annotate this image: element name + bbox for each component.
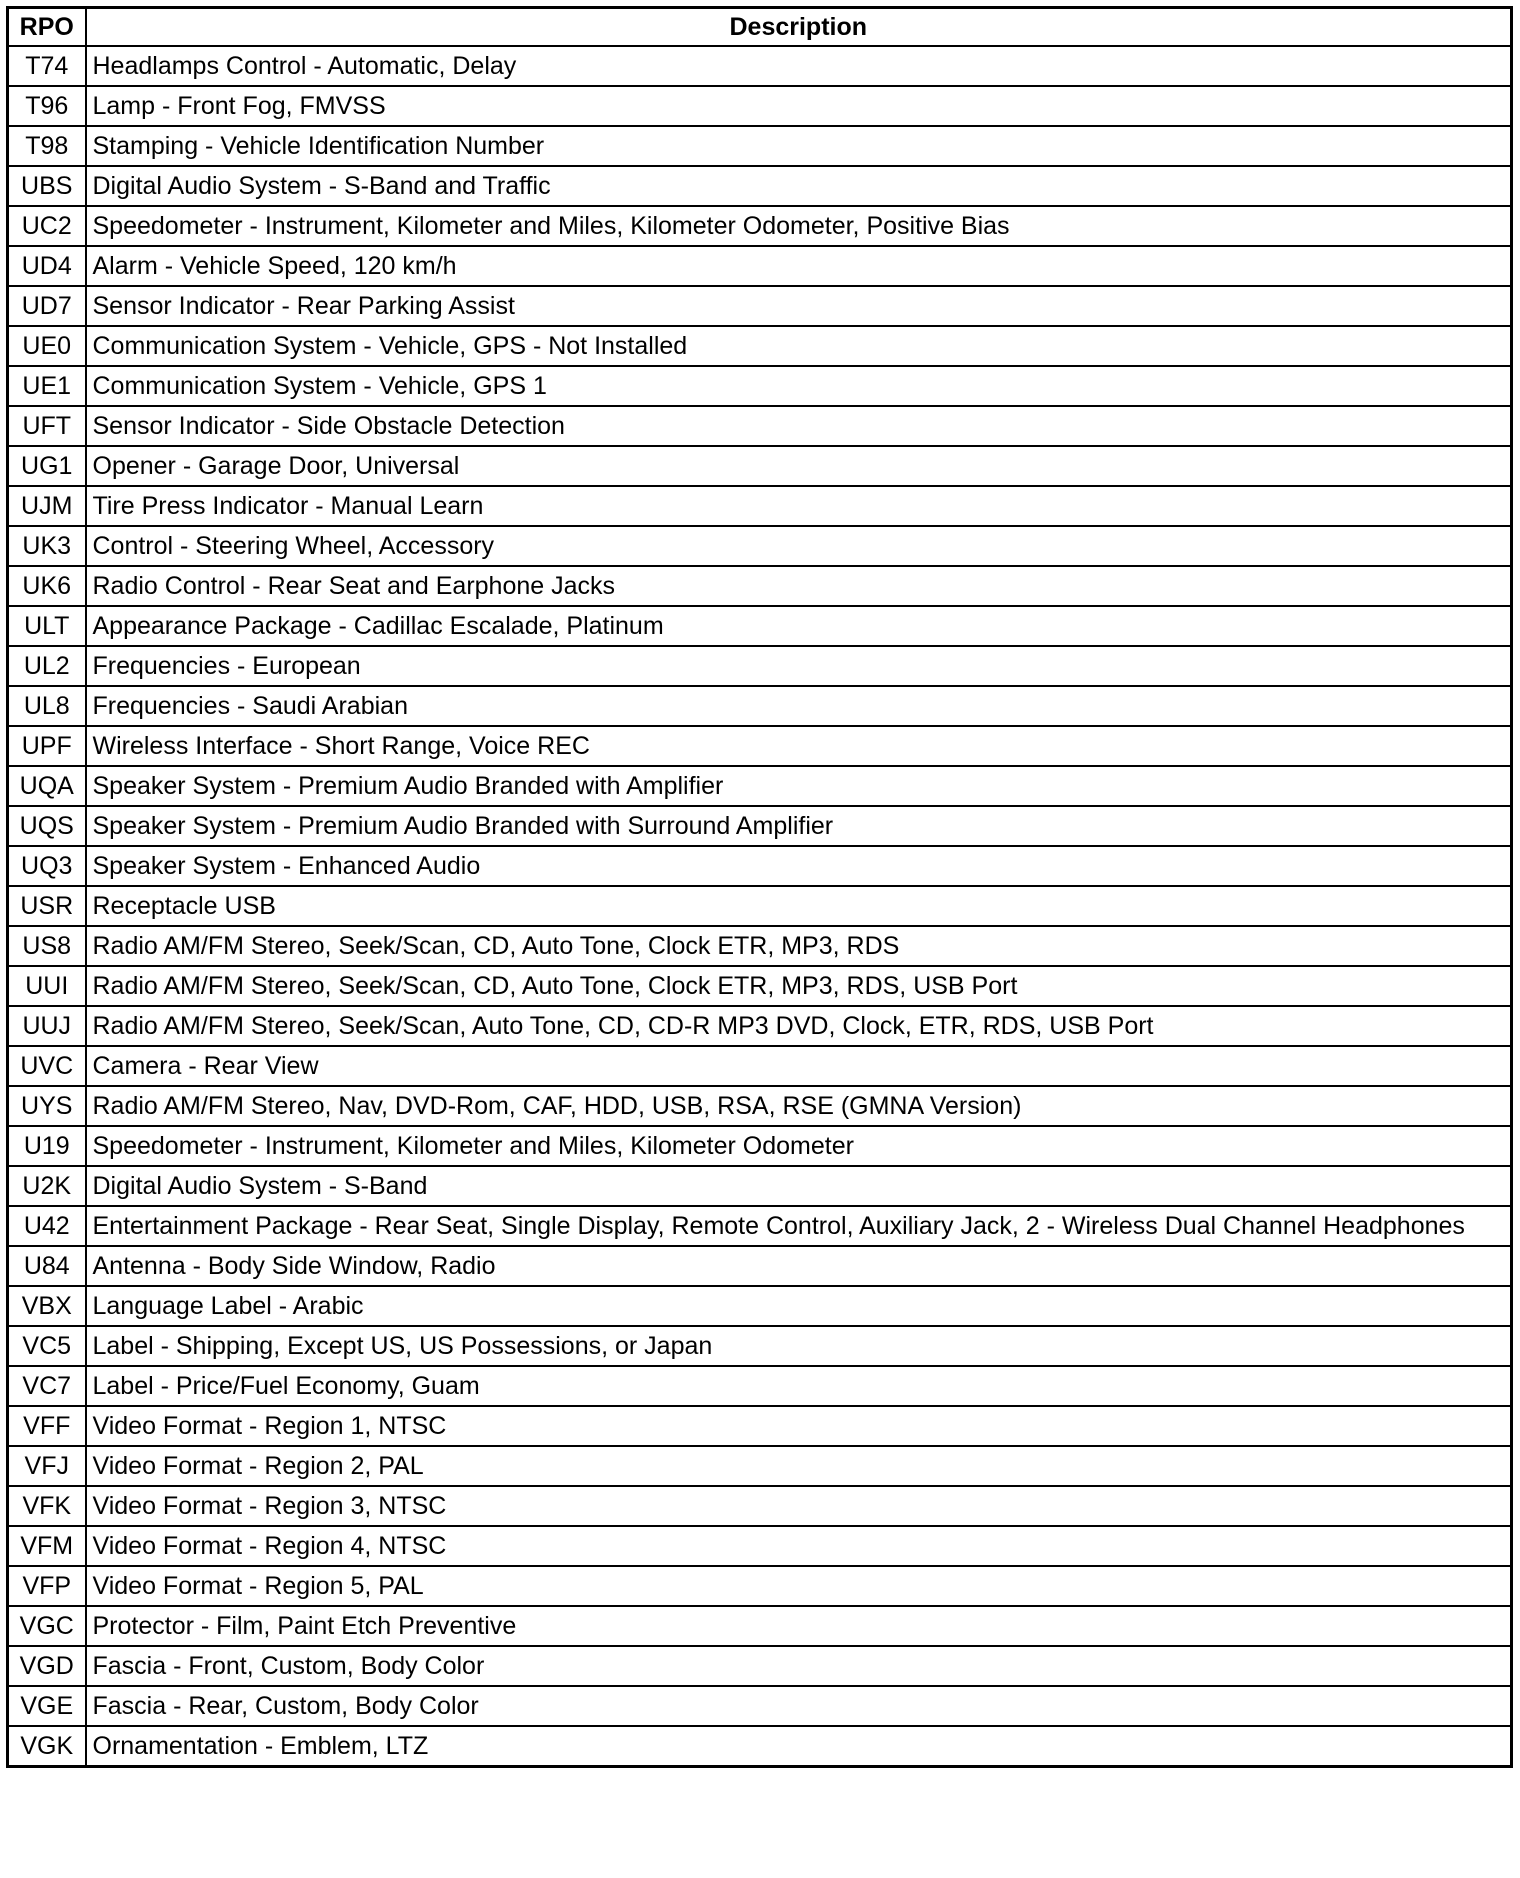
description-cell: Video Format - Region 3, NTSC xyxy=(86,1486,1512,1526)
description-cell: Headlamps Control - Automatic, Delay xyxy=(86,46,1512,86)
rpo-code-cell: U42 xyxy=(8,1206,86,1246)
table-row xyxy=(8,286,1512,326)
rpo-code-cell: UFT xyxy=(8,406,86,446)
description-cell: Radio AM/FM Stereo, Nav, DVD-Rom, CAF, HDD, USB, RSA, RSE (GMNA Version) xyxy=(86,1086,1512,1126)
table-row xyxy=(8,1206,1512,1246)
description-cell: Control - Steering Wheel, Accessory xyxy=(86,526,1512,566)
description-cell: Frequencies - Saudi Arabian xyxy=(86,686,1512,726)
description-cell: Appearance Package - Cadillac Escalade, Platinum xyxy=(86,606,1512,646)
rpo-code-cell: UQ3 xyxy=(8,846,86,886)
description-cell: Label - Shipping, Except US, US Possessions, or Japan xyxy=(86,1326,1512,1366)
table-row xyxy=(8,206,1512,246)
rpo-code-cell: VFM xyxy=(8,1526,86,1566)
rpo-code-cell: U84 xyxy=(8,1246,86,1286)
table-row xyxy=(8,1726,1512,1767)
table-row xyxy=(8,766,1512,806)
description-cell: Wireless Interface - Short Range, Voice REC xyxy=(86,726,1512,766)
rpo-code-cell: VFK xyxy=(8,1486,86,1526)
description-cell: Video Format - Region 4, NTSC xyxy=(86,1526,1512,1566)
table-row xyxy=(8,86,1512,126)
rpo-code-cell: UUJ xyxy=(8,1006,86,1046)
rpo-code-cell: UQS xyxy=(8,806,86,846)
rpo-code-cell: UJM xyxy=(8,486,86,526)
description-cell: Speaker System - Premium Audio Branded with Surround Amplifier xyxy=(86,806,1512,846)
description-cell: Sensor Indicator - Rear Parking Assist xyxy=(86,286,1512,326)
table-row xyxy=(8,326,1512,366)
rpo-code-cell: T98 xyxy=(8,126,86,166)
description-column-header: Description xyxy=(86,8,1512,47)
rpo-code-cell: VC5 xyxy=(8,1326,86,1366)
table-row xyxy=(8,1126,1512,1166)
table-row xyxy=(8,606,1512,646)
rpo-code-cell: VGD xyxy=(8,1646,86,1686)
table-row xyxy=(8,1606,1512,1646)
description-cell: Video Format - Region 2, PAL xyxy=(86,1446,1512,1486)
rpo-code-cell: UK6 xyxy=(8,566,86,606)
description-cell: Sensor Indicator - Side Obstacle Detection xyxy=(86,406,1512,446)
description-cell: Speedometer - Instrument, Kilometer and Miles, Kilometer Odometer, Positive Bias xyxy=(86,206,1512,246)
table-row xyxy=(8,1286,1512,1326)
description-cell: Speaker System - Enhanced Audio xyxy=(86,846,1512,886)
table-row xyxy=(8,1526,1512,1566)
rpo-column-header: RPO xyxy=(8,8,86,47)
table-row xyxy=(8,246,1512,286)
table-row xyxy=(8,526,1512,566)
rpo-code-cell: T96 xyxy=(8,86,86,126)
table-row xyxy=(8,1046,1512,1086)
table-row xyxy=(8,1366,1512,1406)
description-cell: Radio AM/FM Stereo, Seek/Scan, CD, Auto Tone, Clock ETR, MP3, RDS, USB Port xyxy=(86,966,1512,1006)
table-row xyxy=(8,966,1512,1006)
description-cell: Ornamentation - Emblem, LTZ xyxy=(86,1726,1512,1767)
description-cell: Digital Audio System - S-Band and Traffic xyxy=(86,166,1512,206)
table-row xyxy=(8,1566,1512,1606)
table-row xyxy=(8,126,1512,166)
description-cell: Tire Press Indicator - Manual Learn xyxy=(86,486,1512,526)
table-row xyxy=(8,166,1512,206)
rpo-code-cell: USR xyxy=(8,886,86,926)
table-row xyxy=(8,686,1512,726)
rpo-code-cell: VBX xyxy=(8,1286,86,1326)
rpo-code-cell: UYS xyxy=(8,1086,86,1126)
rpo-code-cell: UG1 xyxy=(8,446,86,486)
description-cell: Language Label - Arabic xyxy=(86,1286,1512,1326)
rpo-code-cell: UD7 xyxy=(8,286,86,326)
rpo-code-cell: UD4 xyxy=(8,246,86,286)
table-row xyxy=(8,886,1512,926)
rpo-code-cell: VFF xyxy=(8,1406,86,1446)
table-body xyxy=(8,46,1512,1767)
rpo-code-cell: ULT xyxy=(8,606,86,646)
description-cell: Communication System - Vehicle, GPS - Not Installed xyxy=(86,326,1512,366)
table-row xyxy=(8,806,1512,846)
table-row xyxy=(8,1006,1512,1046)
description-cell: Lamp - Front Fog, FMVSS xyxy=(86,86,1512,126)
description-cell: Entertainment Package - Rear Seat, Single Display, Remote Control, Auxiliary Jack, 2 - Wireless Dual Channel Headphones xyxy=(86,1206,1512,1246)
table-row xyxy=(8,446,1512,486)
rpo-code-cell: VGE xyxy=(8,1686,86,1726)
description-cell: Communication System - Vehicle, GPS 1 xyxy=(86,366,1512,406)
rpo-code-cell: UK3 xyxy=(8,526,86,566)
table-row xyxy=(8,646,1512,686)
table-header-row xyxy=(8,8,1512,47)
description-cell: Opener - Garage Door, Universal xyxy=(86,446,1512,486)
description-cell: Alarm - Vehicle Speed, 120 km/h xyxy=(86,246,1512,286)
table-row xyxy=(8,366,1512,406)
rpo-code-cell: UBS xyxy=(8,166,86,206)
table-row xyxy=(8,46,1512,86)
description-cell: Receptacle USB xyxy=(86,886,1512,926)
table-row xyxy=(8,1246,1512,1286)
description-cell: Fascia - Front, Custom, Body Color xyxy=(86,1646,1512,1686)
table-row xyxy=(8,486,1512,526)
table-row xyxy=(8,1406,1512,1446)
rpo-code-cell: UPF xyxy=(8,726,86,766)
rpo-code-cell: VC7 xyxy=(8,1366,86,1406)
rpo-code-cell: T74 xyxy=(8,46,86,86)
rpo-code-cell: UQA xyxy=(8,766,86,806)
description-cell: Radio Control - Rear Seat and Earphone Jacks xyxy=(86,566,1512,606)
table-row xyxy=(8,1326,1512,1366)
description-cell: Protector - Film, Paint Etch Preventive xyxy=(86,1606,1512,1646)
rpo-code-cell: VFJ xyxy=(8,1446,86,1486)
description-cell: Stamping - Vehicle Identification Number xyxy=(86,126,1512,166)
rpo-code-cell: UC2 xyxy=(8,206,86,246)
description-cell: Frequencies - European xyxy=(86,646,1512,686)
description-cell: Label - Price/Fuel Economy, Guam xyxy=(86,1366,1512,1406)
table-row xyxy=(8,1166,1512,1206)
table-row xyxy=(8,1486,1512,1526)
rpo-code-cell: VGC xyxy=(8,1606,86,1646)
rpo-code-cell: U19 xyxy=(8,1126,86,1166)
table-row xyxy=(8,1446,1512,1486)
rpo-table xyxy=(6,6,1513,1768)
rpo-code-cell: UL2 xyxy=(8,646,86,686)
table-row xyxy=(8,726,1512,766)
rpo-code-cell: UUI xyxy=(8,966,86,1006)
rpo-code-cell: UL8 xyxy=(8,686,86,726)
description-cell: Digital Audio System - S-Band xyxy=(86,1166,1512,1206)
description-cell: Camera - Rear View xyxy=(86,1046,1512,1086)
description-cell: Radio AM/FM Stereo, Seek/Scan, Auto Tone, CD, CD-R MP3 DVD, Clock, ETR, RDS, USB Port xyxy=(86,1006,1512,1046)
description-cell: Speaker System - Premium Audio Branded with Amplifier xyxy=(86,766,1512,806)
description-cell: Radio AM/FM Stereo, Seek/Scan, CD, Auto Tone, Clock ETR, MP3, RDS xyxy=(86,926,1512,966)
rpo-code-cell: VGK xyxy=(8,1726,86,1767)
description-cell: Video Format - Region 5, PAL xyxy=(86,1566,1512,1606)
description-cell: Video Format - Region 1, NTSC xyxy=(86,1406,1512,1446)
rpo-code-cell: U2K xyxy=(8,1166,86,1206)
table-row xyxy=(8,926,1512,966)
rpo-code-cell: UVC xyxy=(8,1046,86,1086)
description-cell: Fascia - Rear, Custom, Body Color xyxy=(86,1686,1512,1726)
rpo-code-cell: UE0 xyxy=(8,326,86,366)
table-row xyxy=(8,566,1512,606)
table-row xyxy=(8,846,1512,886)
description-cell: Speedometer - Instrument, Kilometer and Miles, Kilometer Odometer xyxy=(86,1126,1512,1166)
rpo-code-cell: US8 xyxy=(8,926,86,966)
table-row xyxy=(8,1686,1512,1726)
rpo-code-cell: UE1 xyxy=(8,366,86,406)
table-row xyxy=(8,406,1512,446)
rpo-code-cell: VFP xyxy=(8,1566,86,1606)
description-cell: Antenna - Body Side Window, Radio xyxy=(86,1246,1512,1286)
table-row xyxy=(8,1646,1512,1686)
table-row xyxy=(8,1086,1512,1126)
